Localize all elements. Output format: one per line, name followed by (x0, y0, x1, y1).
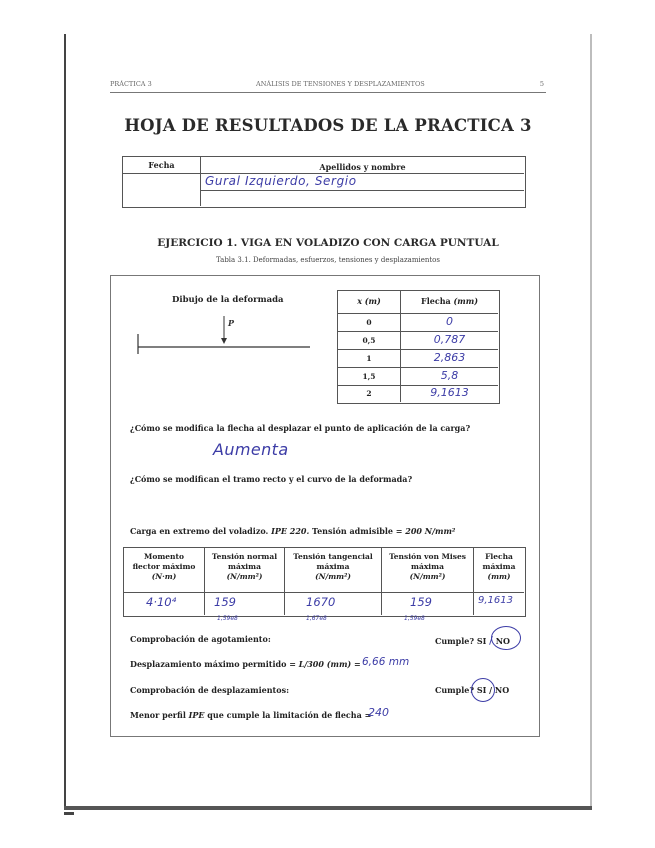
load-case-prefix: Carga en extremo del voladizo. (130, 526, 272, 536)
header-max-deflection (474, 552, 524, 582)
deflection-table (337, 290, 500, 404)
max-deflection-value: 9,1613 (478, 595, 513, 606)
running-header (110, 78, 546, 93)
load-case-middle: Tensión admisible = (309, 526, 406, 536)
no-option: NO (495, 636, 510, 646)
table-divider (201, 190, 524, 191)
x-value: 2 (366, 389, 372, 398)
page-number: 5 (539, 80, 544, 88)
exercise-title: EJERCICIO 1. VIGA EN VOLADIZO CON CARGA PUNTUAL (157, 237, 499, 249)
header-von-mises (382, 552, 473, 582)
min-profile-prefix: Menor perfil (130, 710, 189, 720)
header-left: PRÁCTICA 3 (110, 80, 152, 88)
header-shear-stress (285, 552, 381, 582)
scan-shadow (64, 806, 592, 810)
no-option: NO (494, 685, 510, 695)
deflection-header-text: Flecha (421, 296, 454, 306)
failure-check-answer: Cumple? SI / NO (435, 634, 510, 647)
header-line: máxima (482, 562, 516, 571)
drawing-label: Dibujo de la deformada (172, 295, 284, 305)
header-moment (124, 552, 204, 582)
table-divider (338, 313, 498, 314)
header-unit: (N·m) (151, 572, 177, 581)
x-value: 0,5 (362, 336, 376, 345)
deflection-value: 2,863 (433, 351, 466, 364)
date-label: Fecha (148, 160, 175, 170)
header-line: máxima (411, 562, 444, 571)
name-label: Apellidos y nombre (319, 162, 406, 172)
allowable-stress: 200 N/mm² (405, 526, 456, 536)
failure-check-label: Comprobación de agotamiento: (130, 634, 271, 644)
x-value: 1,5 (362, 372, 376, 381)
selected-yes-circle (471, 678, 495, 702)
header-line: Tensión normal (211, 552, 278, 561)
max-displacement-value: 6,66 mm (362, 656, 410, 668)
load-case-line (130, 526, 455, 536)
cantilever-beam-diagram (132, 312, 317, 362)
paper-edge (590, 34, 592, 806)
yes-option: SI (476, 636, 487, 646)
header-center: ANÁLISIS DE TENSIONES Y DESPLAZAMIENTOS (256, 80, 425, 88)
yes-option: SI (476, 685, 487, 695)
header-normal-stress (205, 552, 284, 582)
header-unit: (N/mm²) (409, 572, 446, 581)
load-arrow-head (221, 338, 227, 344)
deflection-header-unit: (mm) (453, 296, 478, 306)
header-unit: (N/mm²) (315, 572, 351, 581)
deflection-value: 0 (446, 315, 453, 328)
table-divider (338, 331, 498, 332)
min-profile-value: 240 (368, 706, 389, 719)
table-divider (338, 349, 498, 350)
shear-stress-note: 1,67e8 (306, 615, 327, 622)
page-title: HOJA DE RESULTADOS DE LA PRACTICA 3 (124, 116, 532, 135)
scan-shadow-mark (64, 812, 74, 815)
header-line: Momento (144, 552, 184, 561)
von-mises-note: 1,59e8 (404, 615, 425, 622)
header-line: máxima (228, 562, 261, 571)
max-displacement-line (130, 659, 361, 669)
answer-load-position: Aumenta (213, 440, 289, 459)
header-unit: (mm) (487, 572, 511, 581)
min-profile-line (130, 710, 371, 720)
header-line: flector máximo (132, 562, 196, 571)
header-line: Flecha (485, 552, 513, 561)
shear-stress-value: 1670 (306, 595, 336, 609)
x-value: 0 (366, 318, 372, 327)
load-symbol: P (228, 318, 235, 328)
identification-table (122, 156, 526, 208)
load-case-profile: IPE 220. (271, 526, 310, 536)
selected-no-circle (491, 626, 521, 650)
cumple-label: Cumple? (435, 685, 477, 695)
max-displacement-label: Desplazamiento máximo permitido = (130, 659, 299, 669)
min-profile-suffix: que cumple la limitación de flecha = (204, 710, 372, 720)
header-unit: (N/mm²) (226, 572, 263, 581)
question-deformed-shape: ¿Cómo se modifican el tramo recto y el curvo de la deformada? (130, 474, 413, 484)
von-mises-value: 159 (410, 595, 432, 609)
table-divider (338, 367, 498, 368)
min-profile-ipe: IPE (188, 710, 205, 720)
deflection-value: 0,787 (433, 333, 466, 346)
header-line: máxima (316, 562, 350, 571)
max-moment-value: 4·10⁴ (146, 595, 177, 609)
x-value: 1 (366, 354, 372, 363)
normal-stress-note: 1,59e8 (217, 615, 238, 622)
deflection-value: 5,8 (440, 369, 459, 382)
cumple-label: Cumple? (435, 636, 477, 646)
table-divider (124, 592, 524, 593)
displacement-check-answer: Cumple? SI / NO (435, 685, 510, 695)
deflection-header (401, 296, 498, 306)
max-displacement-formula: L/300 (mm) = (298, 659, 361, 669)
name-value: Gural Izquierdo, Sergio (205, 174, 357, 188)
header-line: Tensión von Mises (389, 552, 466, 561)
displacement-check-label: Comprobación de desplazamientos: (130, 685, 290, 695)
question-load-position: ¿Cómo se modifica la flecha al desplazar el punto de aplicación de la carga? (130, 423, 471, 433)
header-line: Tensión tangencial (293, 552, 373, 561)
deflection-value: 9,1613 (430, 386, 469, 399)
x-header: x (m) (357, 296, 381, 306)
table-caption: Tabla 3.1. Deformadas, esfuerzos, tensiones y desplazamientos (216, 256, 440, 264)
normal-stress-value: 159 (214, 595, 236, 609)
results-table (123, 547, 526, 617)
